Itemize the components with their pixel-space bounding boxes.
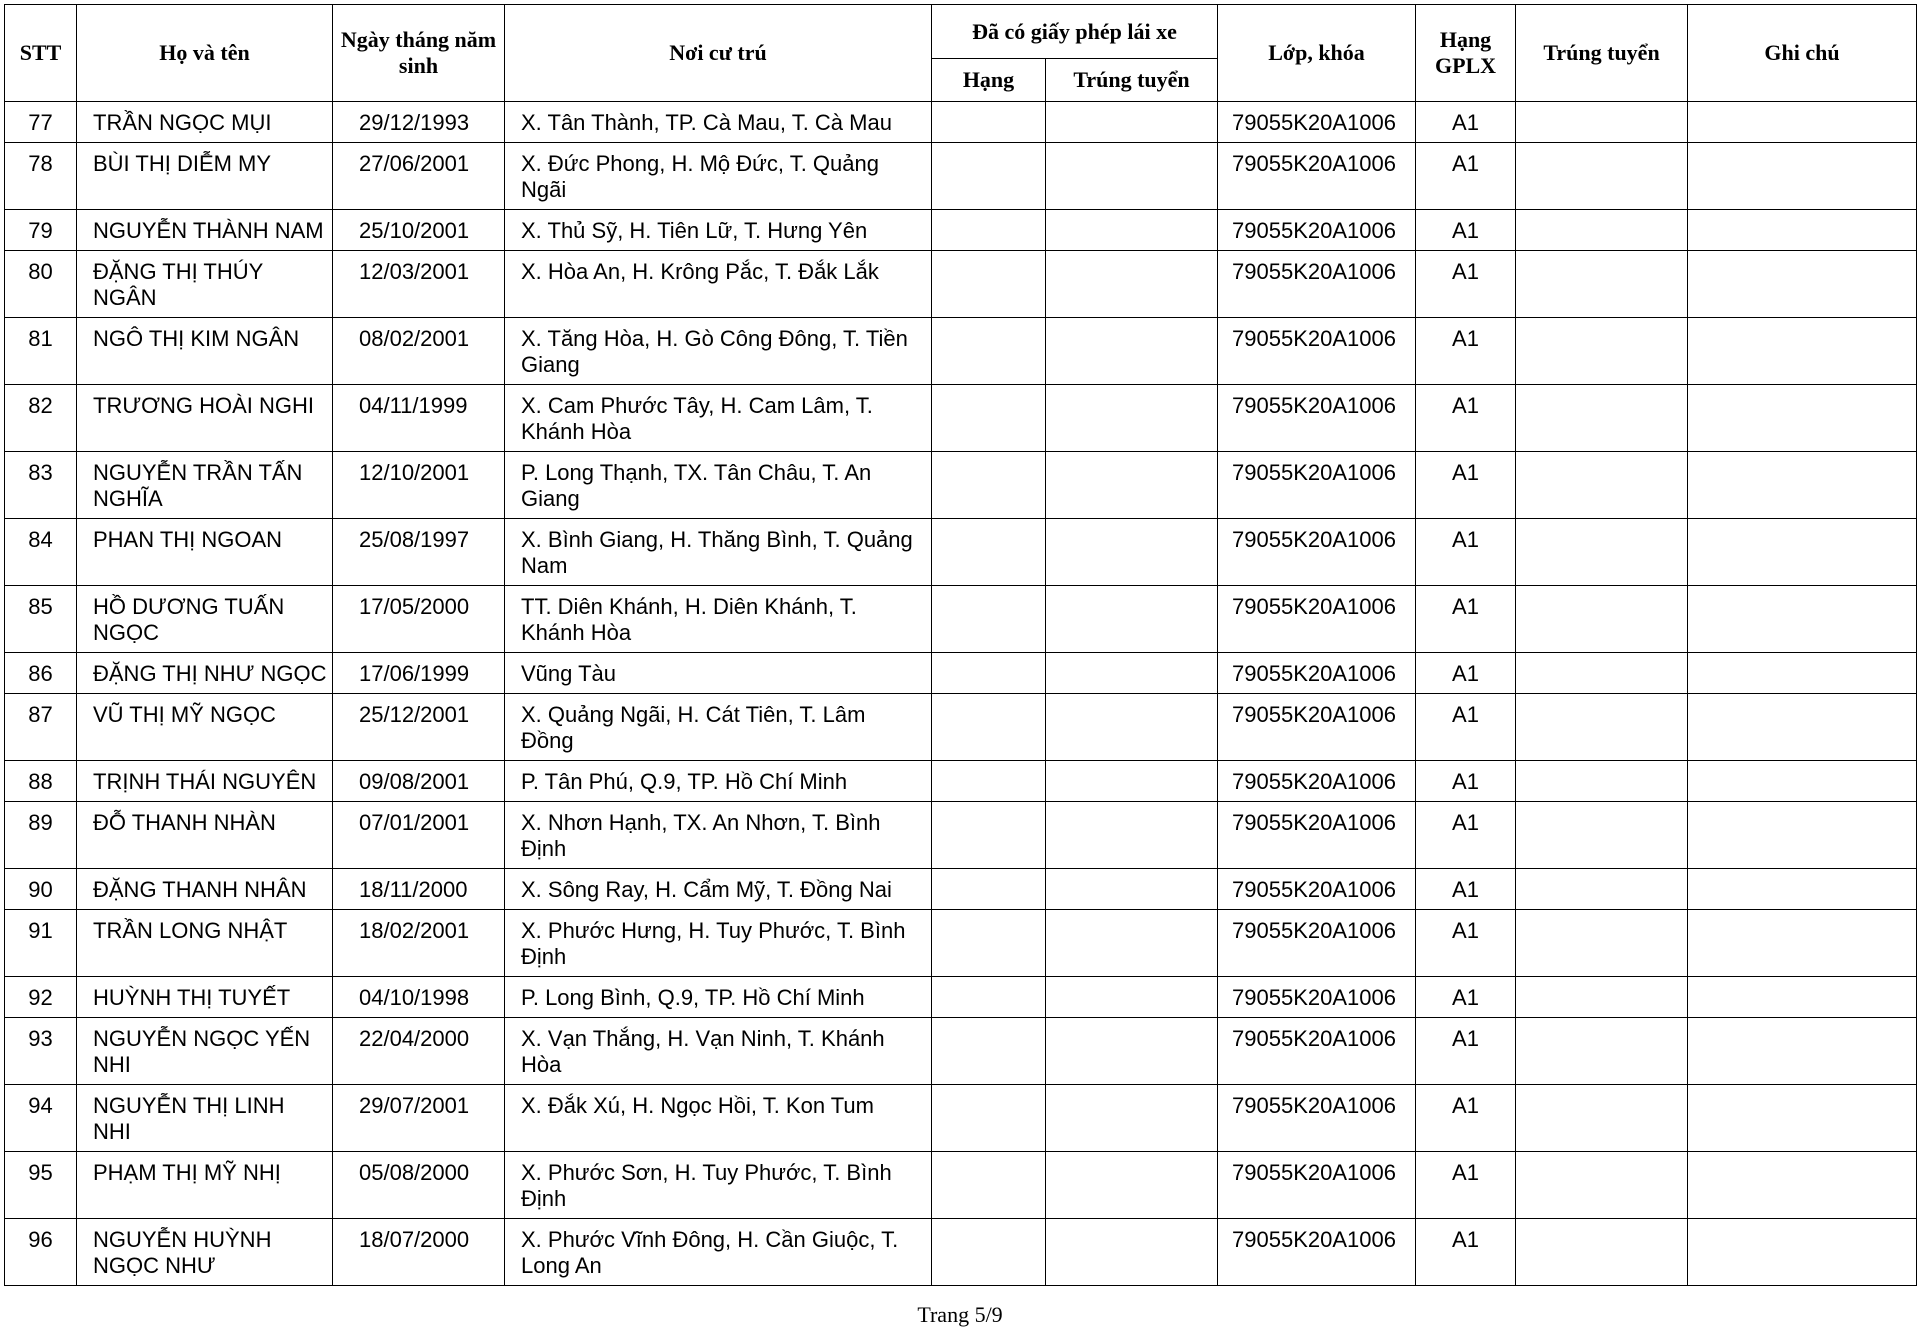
cell-note — [1688, 977, 1917, 1018]
cell-dob: 04/11/1999 — [333, 385, 505, 452]
cell-passed — [1516, 653, 1688, 694]
cell-rank: A1 — [1416, 653, 1516, 694]
cell-license-rank — [932, 910, 1046, 977]
cell-name: PHẠM THỊ MỸ NHỊ — [77, 1152, 333, 1219]
cell-stt: 84 — [5, 519, 77, 586]
table-row — [5, 385, 1917, 452]
cell-stt: 89 — [5, 802, 77, 869]
cell-name: TRỊNH THÁI NGUYÊN — [77, 761, 333, 802]
cell-class: 79055K20A1006 — [1218, 761, 1416, 802]
cell-dob: 17/05/2000 — [333, 586, 505, 653]
table-row — [5, 143, 1917, 210]
cell-license-passed — [1046, 761, 1218, 802]
cell-address: P. Long Thạnh, TX. Tân Châu, T. An Giang — [505, 452, 932, 519]
cell-class: 79055K20A1006 — [1218, 910, 1416, 977]
cell-dob: 18/11/2000 — [333, 869, 505, 910]
cell-class: 79055K20A1006 — [1218, 385, 1416, 452]
table-row — [5, 1018, 1917, 1085]
cell-note — [1688, 210, 1917, 251]
cell-rank: A1 — [1416, 102, 1516, 143]
cell-rank: A1 — [1416, 910, 1516, 977]
cell-name: NGUYỄN THỊ LINH NHI — [77, 1085, 333, 1152]
cell-license-passed — [1046, 694, 1218, 761]
table-row — [5, 1219, 1917, 1286]
cell-address: X. Phước Sơn, H. Tuy Phước, T. Bình Định — [505, 1152, 932, 1219]
cell-passed — [1516, 802, 1688, 869]
cell-note — [1688, 761, 1917, 802]
cell-license-rank — [932, 586, 1046, 653]
cell-name: BÙI THỊ DIỄM MY — [77, 143, 333, 210]
cell-name: NGÔ THỊ KIM NGÂN — [77, 318, 333, 385]
cell-class: 79055K20A1006 — [1218, 519, 1416, 586]
cell-license-passed — [1046, 1018, 1218, 1085]
cell-address: X. Phước Vĩnh Đông, H. Cần Giuộc, T. Long An — [505, 1219, 932, 1286]
cell-dob: 18/07/2000 — [333, 1219, 505, 1286]
cell-dob: 09/08/2001 — [333, 761, 505, 802]
cell-stt: 91 — [5, 910, 77, 977]
cell-passed — [1516, 977, 1688, 1018]
header-dob: Ngày tháng năm sinh — [333, 5, 505, 102]
cell-address: P. Long Bình, Q.9, TP. Hồ Chí Minh — [505, 977, 932, 1018]
cell-stt: 77 — [5, 102, 77, 143]
cell-rank: A1 — [1416, 452, 1516, 519]
table-row — [5, 251, 1917, 318]
cell-license-rank — [932, 318, 1046, 385]
table-header — [5, 5, 1917, 102]
cell-passed — [1516, 143, 1688, 210]
cell-dob: 08/02/2001 — [333, 318, 505, 385]
cell-class: 79055K20A1006 — [1218, 977, 1416, 1018]
cell-note — [1688, 694, 1917, 761]
cell-address: X. Đắk Xú, H. Ngọc Hồi, T. Kon Tum — [505, 1085, 932, 1152]
cell-stt: 80 — [5, 251, 77, 318]
cell-stt: 94 — [5, 1085, 77, 1152]
cell-license-passed — [1046, 910, 1218, 977]
cell-passed — [1516, 210, 1688, 251]
cell-note — [1688, 318, 1917, 385]
cell-name: HỒ DƯƠNG TUẤN NGỌC — [77, 586, 333, 653]
cell-address: Vũng Tàu — [505, 653, 932, 694]
cell-name: ĐẶNG THANH NHÂN — [77, 869, 333, 910]
cell-note — [1688, 143, 1917, 210]
cell-class: 79055K20A1006 — [1218, 802, 1416, 869]
cell-address: X. Tăng Hòa, H. Gò Công Đông, T. Tiền Giang — [505, 318, 932, 385]
cell-rank: A1 — [1416, 869, 1516, 910]
page-number: Trang 5/9 — [917, 1302, 1003, 1327]
cell-name: ĐẶNG THỊ THÚY NGÂN — [77, 251, 333, 318]
cell-license-rank — [932, 210, 1046, 251]
cell-license-passed — [1046, 102, 1218, 143]
cell-note — [1688, 385, 1917, 452]
cell-stt: 87 — [5, 694, 77, 761]
cell-license-passed — [1046, 586, 1218, 653]
cell-address: X. Thủ Sỹ, H. Tiên Lữ, T. Hưng Yên — [505, 210, 932, 251]
header-note: Ghi chú — [1688, 5, 1917, 102]
cell-stt: 82 — [5, 385, 77, 452]
cell-name: NGUYỄN THÀNH NAM — [77, 210, 333, 251]
cell-license-rank — [932, 251, 1046, 318]
header-class: Lớp, khóa — [1218, 5, 1416, 102]
cell-license-passed — [1046, 385, 1218, 452]
cell-note — [1688, 869, 1917, 910]
table-row — [5, 977, 1917, 1018]
cell-address: X. Phước Hưng, H. Tuy Phước, T. Bình Định — [505, 910, 932, 977]
student-table — [4, 4, 1917, 1286]
cell-stt: 85 — [5, 586, 77, 653]
cell-class: 79055K20A1006 — [1218, 586, 1416, 653]
cell-dob: 29/12/1993 — [333, 102, 505, 143]
cell-dob: 22/04/2000 — [333, 1018, 505, 1085]
cell-name: PHAN THỊ NGOAN — [77, 519, 333, 586]
cell-rank: A1 — [1416, 210, 1516, 251]
cell-dob: 07/01/2001 — [333, 802, 505, 869]
cell-rank: A1 — [1416, 143, 1516, 210]
cell-license-rank — [932, 977, 1046, 1018]
cell-passed — [1516, 251, 1688, 318]
table-row — [5, 1152, 1917, 1219]
cell-license-rank — [932, 519, 1046, 586]
cell-license-rank — [932, 1018, 1046, 1085]
table-row — [5, 586, 1917, 653]
header-license-passed: Trúng tuyển — [1046, 59, 1218, 102]
cell-dob: 12/10/2001 — [333, 452, 505, 519]
table-row — [5, 694, 1917, 761]
header-license-rank: Hạng — [932, 59, 1046, 102]
cell-stt: 81 — [5, 318, 77, 385]
cell-passed — [1516, 385, 1688, 452]
cell-address: X. Cam Phước Tây, H. Cam Lâm, T. Khánh Hòa — [505, 385, 932, 452]
cell-class: 79055K20A1006 — [1218, 452, 1416, 519]
cell-note — [1688, 452, 1917, 519]
cell-license-passed — [1046, 143, 1218, 210]
cell-license-rank — [932, 1152, 1046, 1219]
cell-dob: 29/07/2001 — [333, 1085, 505, 1152]
cell-stt: 96 — [5, 1219, 77, 1286]
cell-name: HUỲNH THỊ TUYẾT — [77, 977, 333, 1018]
cell-name: NGUYỄN NGỌC YẾN NHI — [77, 1018, 333, 1085]
cell-note — [1688, 802, 1917, 869]
cell-stt: 79 — [5, 210, 77, 251]
cell-rank: A1 — [1416, 1018, 1516, 1085]
cell-passed — [1516, 1018, 1688, 1085]
cell-name: VŨ THỊ MỸ NGỌC — [77, 694, 333, 761]
table-row — [5, 1085, 1917, 1152]
cell-license-passed — [1046, 653, 1218, 694]
cell-note — [1688, 1018, 1917, 1085]
cell-dob: 12/03/2001 — [333, 251, 505, 318]
cell-address: X. Sông Ray, H. Cẩm Mỹ, T. Đồng Nai — [505, 869, 932, 910]
cell-license-rank — [932, 653, 1046, 694]
cell-license-rank — [932, 1085, 1046, 1152]
cell-license-passed — [1046, 251, 1218, 318]
header-address: Nơi cư trú — [505, 5, 932, 102]
cell-passed — [1516, 910, 1688, 977]
cell-note — [1688, 586, 1917, 653]
table-row — [5, 869, 1917, 910]
header-rank: Hạng GPLX — [1416, 5, 1516, 102]
cell-passed — [1516, 1219, 1688, 1286]
cell-passed — [1516, 519, 1688, 586]
cell-license-rank — [932, 761, 1046, 802]
cell-rank: A1 — [1416, 761, 1516, 802]
cell-dob: 17/06/1999 — [333, 653, 505, 694]
cell-license-rank — [932, 1219, 1046, 1286]
cell-address: X. Nhơn Hạnh, TX. An Nhơn, T. Bình Định — [505, 802, 932, 869]
cell-note — [1688, 102, 1917, 143]
cell-name: TRẦN NGỌC MỤI — [77, 102, 333, 143]
cell-rank: A1 — [1416, 385, 1516, 452]
cell-class: 79055K20A1006 — [1218, 1085, 1416, 1152]
cell-rank: A1 — [1416, 1085, 1516, 1152]
cell-passed — [1516, 1085, 1688, 1152]
cell-stt: 83 — [5, 452, 77, 519]
cell-passed — [1516, 452, 1688, 519]
cell-passed — [1516, 869, 1688, 910]
cell-class: 79055K20A1006 — [1218, 1152, 1416, 1219]
table-row — [5, 452, 1917, 519]
cell-license-rank — [932, 452, 1046, 519]
cell-stt: 88 — [5, 761, 77, 802]
cell-note — [1688, 1219, 1917, 1286]
cell-address: X. Tân Thành, TP. Cà Mau, T. Cà Mau — [505, 102, 932, 143]
cell-license-passed — [1046, 210, 1218, 251]
cell-address: X. Đức Phong, H. Mộ Đức, T. Quảng Ngãi — [505, 143, 932, 210]
cell-dob: 05/08/2000 — [333, 1152, 505, 1219]
cell-rank: A1 — [1416, 318, 1516, 385]
cell-name: TRẦN LONG NHẬT — [77, 910, 333, 977]
cell-note — [1688, 1152, 1917, 1219]
cell-stt: 93 — [5, 1018, 77, 1085]
cell-license-passed — [1046, 452, 1218, 519]
cell-license-rank — [932, 143, 1046, 210]
cell-address: X. Quảng Ngãi, H. Cát Tiên, T. Lâm Đồng — [505, 694, 932, 761]
header-passed: Trúng tuyển — [1516, 5, 1688, 102]
table-row — [5, 519, 1917, 586]
cell-stt: 90 — [5, 869, 77, 910]
cell-license-rank — [932, 102, 1046, 143]
cell-name: NGUYỄN HUỲNH NGỌC NHƯ — [77, 1219, 333, 1286]
cell-license-passed — [1046, 1152, 1218, 1219]
cell-stt: 78 — [5, 143, 77, 210]
cell-class: 79055K20A1006 — [1218, 318, 1416, 385]
cell-stt: 92 — [5, 977, 77, 1018]
cell-license-passed — [1046, 977, 1218, 1018]
cell-address: X. Vạn Thắng, H. Vạn Ninh, T. Khánh Hòa — [505, 1018, 932, 1085]
table-row — [5, 761, 1917, 802]
cell-dob: 27/06/2001 — [333, 143, 505, 210]
cell-rank: A1 — [1416, 694, 1516, 761]
cell-note — [1688, 910, 1917, 977]
cell-passed — [1516, 694, 1688, 761]
cell-name: TRƯƠNG HOÀI NGHI — [77, 385, 333, 452]
cell-passed — [1516, 761, 1688, 802]
table-row — [5, 910, 1917, 977]
table-row — [5, 102, 1917, 143]
cell-class: 79055K20A1006 — [1218, 102, 1416, 143]
cell-rank: A1 — [1416, 519, 1516, 586]
cell-address: X. Hòa An, H. Krông Pắc, T. Đắk Lắk — [505, 251, 932, 318]
cell-class: 79055K20A1006 — [1218, 210, 1416, 251]
cell-note — [1688, 251, 1917, 318]
cell-license-rank — [932, 385, 1046, 452]
cell-dob: 04/10/1998 — [333, 977, 505, 1018]
cell-license-passed — [1046, 519, 1218, 586]
cell-license-passed — [1046, 1085, 1218, 1152]
cell-rank: A1 — [1416, 251, 1516, 318]
cell-address: X. Bình Giang, H. Thăng Bình, T. Quảng Nam — [505, 519, 932, 586]
table-row — [5, 318, 1917, 385]
cell-dob: 18/02/2001 — [333, 910, 505, 977]
cell-license-passed — [1046, 869, 1218, 910]
cell-rank: A1 — [1416, 802, 1516, 869]
cell-rank: A1 — [1416, 1219, 1516, 1286]
cell-license-passed — [1046, 802, 1218, 869]
cell-class: 79055K20A1006 — [1218, 143, 1416, 210]
cell-dob: 25/08/1997 — [333, 519, 505, 586]
cell-class: 79055K20A1006 — [1218, 653, 1416, 694]
cell-address: TT. Diên Khánh, H. Diên Khánh, T. Khánh Hòa — [505, 586, 932, 653]
cell-license-passed — [1046, 318, 1218, 385]
cell-class: 79055K20A1006 — [1218, 251, 1416, 318]
cell-rank: A1 — [1416, 586, 1516, 653]
cell-license-rank — [932, 694, 1046, 761]
cell-class: 79055K20A1006 — [1218, 1018, 1416, 1085]
cell-class: 79055K20A1006 — [1218, 694, 1416, 761]
cell-note — [1688, 519, 1917, 586]
cell-class: 79055K20A1006 — [1218, 1219, 1416, 1286]
table-body — [5, 102, 1917, 1286]
table-row — [5, 802, 1917, 869]
cell-note — [1688, 1085, 1917, 1152]
header-name: Họ và tên — [77, 5, 333, 102]
cell-license-rank — [932, 802, 1046, 869]
cell-name: ĐẶNG THỊ NHƯ NGỌC — [77, 653, 333, 694]
cell-address: P. Tân Phú, Q.9, TP. Hồ Chí Minh — [505, 761, 932, 802]
cell-class: 79055K20A1006 — [1218, 869, 1416, 910]
table-row — [5, 210, 1917, 251]
cell-stt: 95 — [5, 1152, 77, 1219]
cell-name: ĐỖ THANH NHÀN — [77, 802, 333, 869]
cell-passed — [1516, 318, 1688, 385]
cell-note — [1688, 653, 1917, 694]
cell-dob: 25/10/2001 — [333, 210, 505, 251]
cell-passed — [1516, 1152, 1688, 1219]
cell-dob: 25/12/2001 — [333, 694, 505, 761]
cell-rank: A1 — [1416, 977, 1516, 1018]
cell-license-rank — [932, 869, 1046, 910]
cell-passed — [1516, 586, 1688, 653]
header-license-group: Đã có giấy phép lái xe — [932, 5, 1218, 59]
table-row — [5, 653, 1917, 694]
cell-license-passed — [1046, 1219, 1218, 1286]
cell-name: NGUYỄN TRẦN TẤN NGHĨA — [77, 452, 333, 519]
cell-rank: A1 — [1416, 1152, 1516, 1219]
header-stt: STT — [5, 5, 77, 102]
cell-stt: 86 — [5, 653, 77, 694]
cell-passed — [1516, 102, 1688, 143]
